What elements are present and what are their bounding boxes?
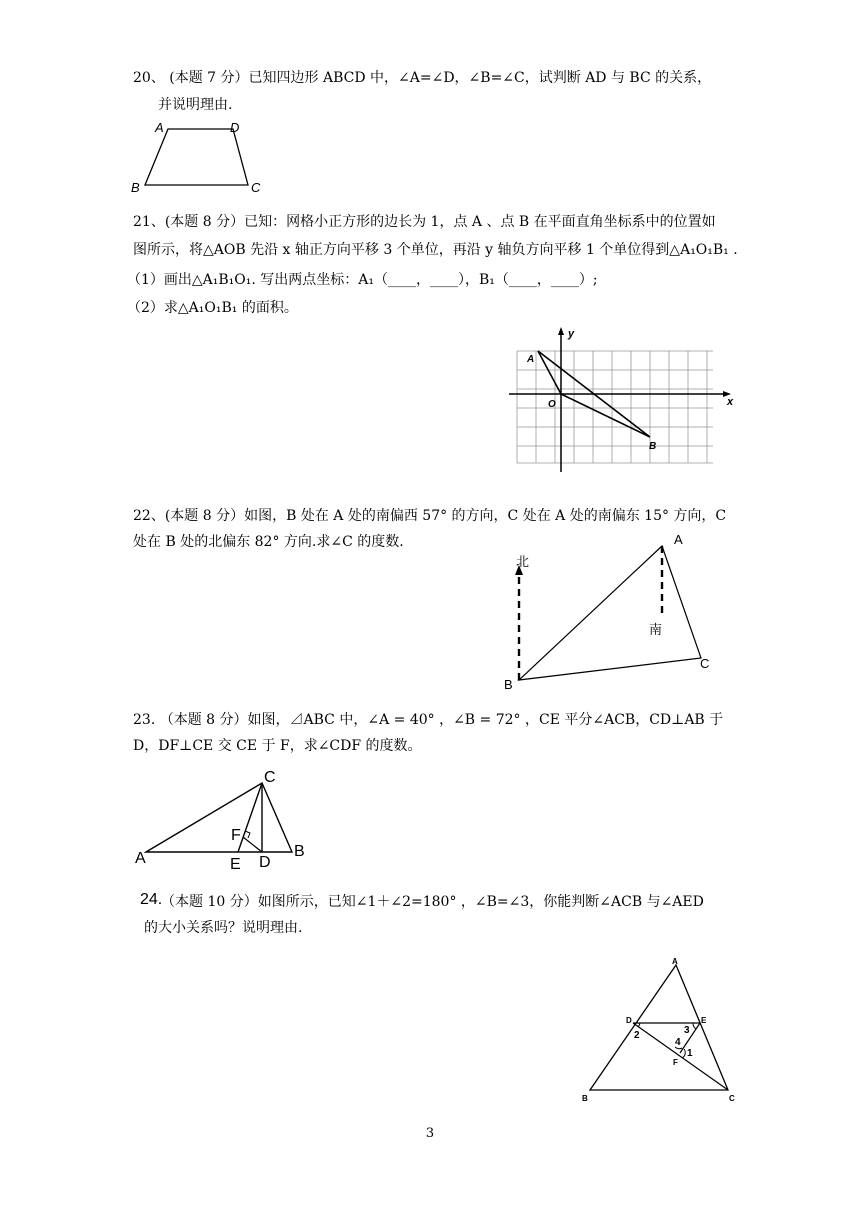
q23-triangle-figure xyxy=(130,765,330,875)
angle-mark-3 xyxy=(693,1023,696,1029)
label-e: E xyxy=(230,856,241,873)
page-number: 3 xyxy=(425,1126,435,1141)
q22-line2: 处在 B 处的北偏东 82° 方向.求∠C 的度数. xyxy=(133,534,404,550)
label-b: B xyxy=(294,843,305,860)
q20-line1: 20、 (本题 7 分）已知四边形 ABCD 中，∠A=∠D，∠B=∠C，试判断 AD 与 BC 的关系， xyxy=(133,70,712,86)
trapezoid-abcd xyxy=(145,129,248,185)
label-south: 南 xyxy=(649,622,663,637)
q23-line1: 23. （本题 8 分）如图，⊿ABC 中，∠A = 40° ，∠B = 72° ，CE 平分∠ACB，CD⊥AB 于 xyxy=(133,712,724,728)
label-a: A xyxy=(155,120,164,135)
q22-direction-figure xyxy=(500,532,740,692)
label-a: A xyxy=(674,532,683,547)
label-angle-1: 1 xyxy=(687,1048,693,1059)
q21-coordinate-grid-figure xyxy=(505,325,745,475)
label-y: y xyxy=(568,328,575,340)
label-c: C xyxy=(251,180,261,195)
label-f: F xyxy=(673,1058,678,1067)
label-o: O xyxy=(548,399,556,410)
triangle-abc xyxy=(590,965,728,1090)
q21-line4: （2）求△A₁O₁B₁ 的面积。 xyxy=(127,300,298,316)
label-d: D xyxy=(259,854,271,871)
q21-line3: （1）画出△A₁B₁O₁. 写出两点坐标：A₁（____，____），B₁（____，____）; xyxy=(127,272,598,288)
q21-line2: 图所示，将△AOB 先沿 x 轴正方向平移 3 个单位，再沿 y 轴负方向平移 1 个单位得到△A₁O₁B₁ . xyxy=(133,242,738,258)
label-d: D xyxy=(230,120,240,135)
label-b: B xyxy=(582,1094,588,1103)
label-north: 北 xyxy=(516,554,530,569)
q20-trapezoid-figure xyxy=(125,118,285,198)
label-c: C xyxy=(700,656,710,671)
label-b: B xyxy=(649,441,657,452)
label-x: x xyxy=(727,396,734,408)
label-d: D xyxy=(626,1016,632,1025)
q21-line1: 21、(本题 8 分）已知：网格小正方形的边长为 1，点 A 、点 B 在平面直角坐标系中的位置如 xyxy=(133,214,716,230)
label-angle-3: 3 xyxy=(684,1025,690,1036)
label-a: A xyxy=(672,957,678,966)
y-axis-arrow xyxy=(558,327,564,335)
triangle-abc xyxy=(146,783,292,852)
label-c: C xyxy=(264,769,276,786)
segment-ce xyxy=(238,783,262,852)
q20-line2: 并说明理由. xyxy=(158,97,233,113)
q24-line2: 的大小关系吗？说明理由. xyxy=(144,920,303,936)
triangle-abc xyxy=(519,546,701,680)
q24-number: 24. xyxy=(140,891,163,908)
q24-triangle-figure xyxy=(578,955,758,1105)
q22-line1: 22、(本题 8 分）如图，B 处在 A 处的南偏西 57° 的方向，C 处在 A 处的南偏东 15° 方向，C xyxy=(133,508,727,524)
label-f: F xyxy=(231,827,241,844)
label-c: C xyxy=(729,1094,735,1103)
q23-line2: D，DF⊥CE 交 CE 于 F，求∠CDF 的度数。 xyxy=(133,738,422,754)
segment-df xyxy=(243,837,262,852)
label-a: A xyxy=(135,850,146,867)
label-angle-2: 2 xyxy=(634,1030,640,1041)
label-e: E xyxy=(701,1016,707,1025)
q24-line1: （本题 10 分）如图所示，已知∠1＋∠2=180° ，∠B=∠3，你能判断∠ACB 与∠AED xyxy=(161,894,704,910)
label-angle-4: 4 xyxy=(675,1037,681,1048)
right-angle-mark-f xyxy=(245,831,250,838)
label-b: B xyxy=(504,677,513,692)
label-b: B xyxy=(131,180,140,195)
label-a: A xyxy=(527,354,535,365)
